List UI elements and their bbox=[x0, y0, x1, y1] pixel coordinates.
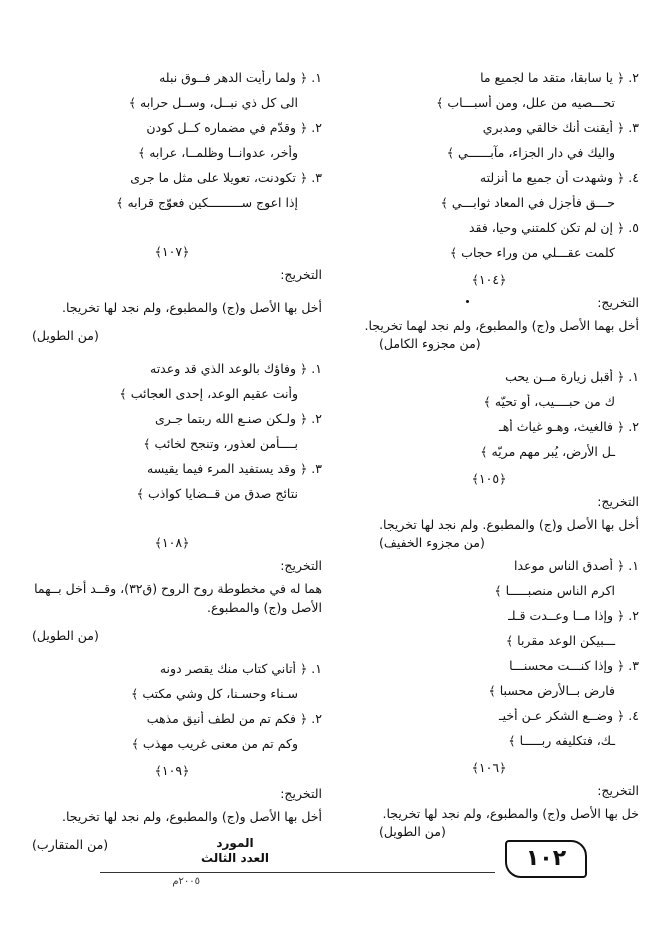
footer-rule bbox=[100, 872, 495, 873]
journal-masthead bbox=[175, 836, 295, 866]
poem-104-verses bbox=[339, 70, 639, 270]
verse-line: ٢. ﴿ وإذا مــا وعــدت قـلـ bbox=[508, 608, 639, 623]
takhrij-note: هما له في مخطوطة روح الروح (ق٣٢)، وقــد أخل بــهما الأصل و(ج) والمطبوع. bbox=[34, 581, 322, 615]
verse-line: ـــبيكن الوعد مقربا ﴾ bbox=[505, 633, 615, 648]
page-footer bbox=[0, 830, 661, 890]
verse-line: ٢. ﴿ فالغيث، وهـو غياث أهـ bbox=[499, 419, 639, 434]
meter-label: (من الطويل) bbox=[32, 328, 99, 343]
verse-line: وكم تم من معنى غريب مهذب ﴾ bbox=[131, 736, 298, 751]
journal-name: المورد bbox=[216, 836, 254, 850]
verse-line: تحـــصيه من علل، ومن أسبـــاب ﴾ bbox=[436, 95, 615, 110]
section-marker-105: ﴿١٠٥﴾ bbox=[471, 471, 507, 486]
meter-label: (من مجزوء الخفيف) bbox=[379, 535, 485, 550]
verse-line: ١. ﴿ ولما رأيت الدهر فــوق نبله bbox=[159, 70, 322, 85]
journal-issue: العدد الثالث bbox=[201, 851, 269, 865]
journal-year: ٢٠٠٥م bbox=[172, 876, 200, 887]
verse-line: حـــق فأجزل في المعاد ثوابـــي ﴾ bbox=[440, 195, 615, 210]
meter-label: (من مجزوء الكامل) bbox=[379, 336, 481, 351]
page-number: ١٠٢ bbox=[505, 840, 587, 878]
verse-line: ٢. ﴿ وقدّم في مضماره كــل كودن bbox=[146, 120, 322, 135]
verse-line: اكرم الناس منصبـــــا ﴾ bbox=[494, 583, 615, 598]
verse-line: ١. ﴿ أصدق الناس موعدا bbox=[513, 558, 639, 573]
section-heading: التخريج: bbox=[280, 267, 322, 282]
verse-line: ك من حبــــيب، أو تحيّه ﴾ bbox=[483, 394, 615, 409]
verse-line: ـل الأرض، يُبر مهم مريّه ﴾ bbox=[480, 444, 615, 459]
verse-line: ٢. ﴿ ولـكن صنـع الله ربتما جـرى bbox=[155, 411, 322, 426]
verse-line: بــــأمن لعذور، وتنجح لخائب ﴾ bbox=[143, 436, 298, 451]
verse-line: ـك، فتكليفه ربـــــا ﴾ bbox=[508, 733, 615, 748]
verse-line: ٤. ﴿ وضــع الشكر عـن أخيـ bbox=[498, 708, 639, 723]
verse-line: كلمت عقـــلي من وراء حجاب ﴾ bbox=[449, 245, 615, 260]
print-speck bbox=[466, 300, 469, 303]
poem-109-verses bbox=[22, 661, 322, 761]
verse-line: إذا اعوج ســـــــــكين فعوّج قرابه ﴾ bbox=[116, 195, 298, 210]
poem-107-verses bbox=[22, 70, 322, 220]
verse-line: وأخر، عدوانــا وظلمــا، عرابه ﴾ bbox=[137, 145, 298, 160]
section-marker-109: ﴿١٠٩﴾ bbox=[154, 763, 190, 778]
section-heading: التخريج: bbox=[280, 558, 322, 573]
section-heading: التخريج: bbox=[597, 783, 639, 798]
right-column bbox=[339, 70, 639, 847]
section-heading: التخريج: bbox=[597, 494, 639, 509]
takhrij-note: أخل بهما الأصل و(ج) والمطبوع، ولم نجد لهما تخريجا. bbox=[364, 318, 639, 333]
section-marker-107: ﴿١٠٧﴾ bbox=[154, 244, 190, 259]
verse-line: الى كل ذي نبــل، وســل حرابه ﴾ bbox=[128, 95, 298, 110]
meter-label: (من الطويل) bbox=[379, 824, 446, 839]
verse-line: واليك في دار الجزاء، مآبــــــي ﴾ bbox=[446, 145, 615, 160]
meter-label: (من المتقارب) bbox=[32, 837, 109, 852]
section-marker-104: ﴿١٠٤﴾ bbox=[471, 272, 507, 287]
left-column bbox=[22, 70, 322, 860]
verse-line: ١. ﴿ أتاني كتاب منك يقصر دونه bbox=[159, 661, 322, 676]
verse-line: سـناء وحسـنا، كل وشي مكتب ﴾ bbox=[131, 686, 298, 701]
verse-line: نتائج صدق من قــضايا كواذب ﴾ bbox=[136, 486, 298, 501]
verse-line: ٣. ﴿ تكودنت، تعويلا على مثل ما جرى bbox=[130, 170, 322, 185]
verse-line: وأنت عقيم الوعد، إحدى العجائب ﴾ bbox=[119, 386, 298, 401]
section-marker-106: ﴿١٠٦﴾ bbox=[471, 760, 507, 775]
takhrij-note: أخل بها الأصل و(ج) والمطبوع، ولم نجد لها تخريجا. bbox=[62, 809, 322, 824]
section-marker-108: ﴿١٠٨﴾ bbox=[154, 535, 190, 550]
verse-line: ٣. ﴿ وقد يستفيد المرء فيما يقيسه bbox=[147, 461, 322, 476]
verse-line: ٢. ﴿ يا سابقا، متقد ما لجميع ما bbox=[480, 70, 639, 85]
verse-line: ٢. ﴿ فكم تم من لطف أنيق مذهب bbox=[146, 711, 322, 726]
verse-line: فارض بــالأرض محسبا ﴾ bbox=[488, 683, 615, 698]
poem-108-verses bbox=[22, 361, 322, 511]
verse-line: ١. ﴿ وفاؤك بالوعد الذي قد وعدته bbox=[150, 361, 322, 376]
meter-label: (من الطويل) bbox=[32, 628, 99, 643]
verse-line: ٥. ﴿ إن لم تكن كلمتني وحيا، فقد bbox=[468, 220, 639, 235]
section-heading: التخريج: bbox=[280, 786, 322, 801]
poem-106-verses bbox=[339, 558, 639, 758]
verse-line: ١. ﴿ أقبل زيارة مــن يحب bbox=[505, 369, 639, 384]
takhrij-note: أخل بها الأصل و(ج) والمطبوع. ولم نجد لها تخريجا. bbox=[379, 517, 639, 532]
section-heading: التخريج: bbox=[597, 295, 639, 310]
poem-105-verses bbox=[339, 369, 639, 469]
verse-line: ٣. ﴿ وإذا كنـــت محسنـــا bbox=[509, 658, 639, 673]
takhrij-note: أخل بها الأصل و(ج) والمطبوع، ولم نجد لها تخريجا. bbox=[62, 300, 322, 315]
takhrij-note: خل بها الأصل و(ج) والمطبوع، ولم نجد لها تخريجا. bbox=[382, 806, 639, 821]
verse-line: ٤. ﴿ وشهدت أن جميع ما أنزلته bbox=[479, 170, 639, 185]
verse-line: ٣. ﴿ أيقنت أنك خالقي ومدبري bbox=[482, 120, 639, 135]
